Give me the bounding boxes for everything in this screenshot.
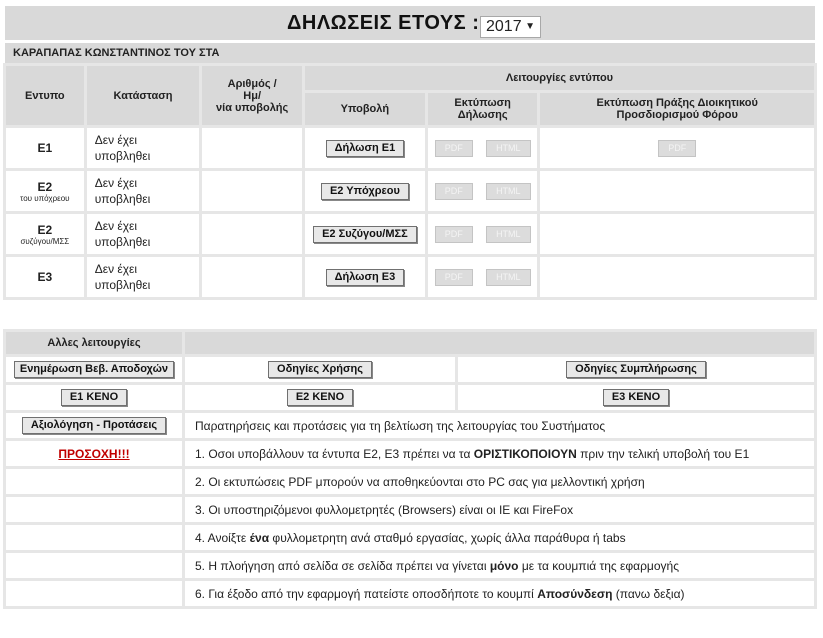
col-header-status: Κατάσταση [87,66,200,125]
note-emphasis: μόνο [489,558,519,573]
submit-cell [305,171,425,211]
act-cell [540,171,814,211]
col-header-number-l3: νία υποβολής [216,101,289,114]
col-header-print-declaration-l1: Εκτύπωση [454,97,511,109]
status-line1: Δεν έχει [94,176,138,190]
e3-blank-cell [458,385,814,410]
table-row [6,257,814,297]
number-cell [202,214,302,254]
submit-cell [305,257,425,297]
form-code-sub: συζύγου/ΜΣΣ [20,236,70,246]
table-row [6,171,814,211]
note-6 [185,581,814,606]
fill-guide-cell [458,357,814,382]
table-row [6,214,814,254]
note-text: 3. Οι υποστηριζόμενοι φυλλομετρητές (Browsers) είναι οι IE και FireFox [195,502,574,517]
form-code-label: Ε1 [37,141,53,155]
note-text: 6. Για έξοδο από την εφαρμογή πατείστε οποσδήποτε το κουμπί [195,586,538,601]
empty-cell [6,469,182,494]
e2-blank-cell [185,385,455,410]
number-cell [202,257,302,297]
submit-e2-spouse-button[interactable]: Ε2 Συζύγου/ΜΣΣ [313,226,417,243]
evaluation-cell [6,413,182,438]
fill-guide-button[interactable]: Οδηγίες Συμπλήρωσης [566,361,706,378]
print-cell [428,171,538,211]
act-cell [540,257,814,297]
col-header-form: Εντυπο [6,66,84,125]
status-line2: υποβληθει [94,149,151,163]
e1-blank-cell [6,385,182,410]
form-code [6,214,84,254]
status-cell [87,128,200,168]
number-cell [202,128,302,168]
status-cell [87,214,200,254]
submit-cell [305,214,425,254]
submit-cell [305,128,425,168]
pdf-button[interactable]: PDF [435,183,473,200]
col-header-print-declaration [428,93,538,125]
col-header-print-act-l2: Προσδιορισμού Φόρου [616,109,738,121]
col-header-functions: Λειτουργίες εντύπου [305,66,814,90]
status-line2: υποβληθει [94,278,151,292]
empty-cell [6,581,182,606]
form-code-label: Ε2 [37,222,53,237]
pdf-button[interactable]: PDF [435,140,473,157]
form-code [6,257,84,297]
note-text: (πανω δεξια) [612,586,685,601]
note-text: φυλλομετρητη ανά σταθμό εργασίας, χωρίς άλλα παράθυρα ή tabs [269,530,626,545]
user-guide-button[interactable]: Οδηγίες Χρήσης [268,361,372,378]
html-button[interactable]: HTML [486,269,531,286]
note-2 [185,469,814,494]
taxpayer-name-bar [5,43,815,63]
act-cell [540,128,814,168]
note-text: 4. Ανοίξτε [195,530,250,545]
e1-blank-button[interactable]: Ε1 ΚΕΝΟ [61,389,127,406]
form-code [6,128,84,168]
pdf-button[interactable]: PDF [435,226,473,243]
year-select[interactable] [480,16,541,38]
act-pdf-button[interactable]: PDF [658,140,696,157]
page-title: ΔΗΛΩΣΕΙΣ ΕΤΟΥΣ : [287,12,480,34]
note-text: 1. Οσοι υποβάλλουν τα έντυπα Ε2, Ε3 πρέπει να τα [195,446,474,461]
col-header-print-act-l1: Εκτύπωση Πράξης Διοικητικού [596,97,758,109]
other-functions-header-filler [185,332,814,354]
print-cell [428,214,538,254]
html-button[interactable]: HTML [486,226,531,243]
declarations-table [3,63,817,300]
note-1 [185,441,814,466]
note-text: 5. Η πλοήγηση από σελίδα σε σελίδα πρέπει να γίνεται [195,558,490,573]
act-cell [540,214,814,254]
update-cell [6,357,182,382]
header-bar [5,6,815,40]
col-header-number-l2: Ημ/ [243,89,262,102]
col-header-print-act [540,93,814,125]
empty-cell [6,525,182,550]
col-header-print-declaration-l2: Δήλωσης [457,109,508,121]
note-emphasis: ένα [249,530,270,545]
table-row [6,128,814,168]
chevron-down-icon: ▼ [525,21,535,32]
guide-cell [185,357,455,382]
status-line2: υποβληθει [94,235,151,249]
status-cell [87,257,200,297]
note-3 [185,497,814,522]
status-line2: υποβληθει [94,192,151,206]
note-4 [185,525,814,550]
note-text: με τα κουμπιά της εφαρμογής [518,558,679,573]
empty-cell [6,497,182,522]
update-income-button[interactable]: Ενημέρωση Βεβ. Αποδοχών [14,361,174,378]
submit-e2-obligor-button[interactable]: Ε2 Υπόχρεου [321,183,409,200]
other-functions-header: Αλλες λειτουργίες [6,332,182,354]
form-code [6,171,84,211]
print-cell [428,128,538,168]
e3-blank-button[interactable]: Ε3 ΚΕΝΟ [603,389,669,406]
empty-cell [6,553,182,578]
status-line1: Δεν έχει [94,219,138,233]
form-code-label: Ε2 [37,179,53,194]
status-line1: Δεν έχει [94,133,138,147]
status-cell [87,171,200,211]
pdf-button[interactable]: PDF [435,269,473,286]
col-header-submit: Υποβολή [305,93,425,125]
note-emphasis: Αποσύνδεση [537,586,613,601]
form-code-label: Ε3 [37,270,53,284]
note-5 [185,553,814,578]
evaluation-text: Παρατηρήσεις και προτάσεις για τη βελτίωση της λειτουργίας του Συστήματος [185,413,814,438]
e2-blank-button[interactable]: Ε2 ΚΕΝΟ [287,389,353,406]
year-value: 2017 [486,18,522,35]
submit-e1-button[interactable]: Δήλωση Ε1 [326,140,405,157]
print-cell [428,257,538,297]
number-cell [202,171,302,211]
status-line1: Δεν έχει [94,262,138,276]
col-header-number [202,66,302,125]
form-code-sub: του υπόχρεου [20,193,70,203]
submit-e3-button[interactable]: Δήλωση Ε3 [326,269,405,286]
col-header-number-l1: Αριθμός / [227,77,277,90]
other-functions-table [3,329,817,609]
note-emphasis: ΟΡΙΣΤΙΚΟΠΟΙΟΥΝ [473,446,577,461]
evaluation-button[interactable]: Αξιολόγηση - Προτάσεις [22,417,166,434]
note-text: 2. Οι εκτυπώσεις PDF μπορούν να αποθηκεύονται στο PC σας για μελλοντική χρήση [195,474,645,489]
taxpayer-name: ΚΑΡΑΠΑΠΑΣ ΚΩΝΣΤΑΝΤΙΝΟΣ ΤΟΥ ΣΤΑ [13,47,220,59]
warning-label: ΠΡΟΣΟΧΗ!!! [6,441,182,466]
html-button[interactable]: HTML [486,140,531,157]
note-text: πριν την τελική υποβολή του Ε1 [576,446,750,461]
html-button[interactable]: HTML [486,183,531,200]
